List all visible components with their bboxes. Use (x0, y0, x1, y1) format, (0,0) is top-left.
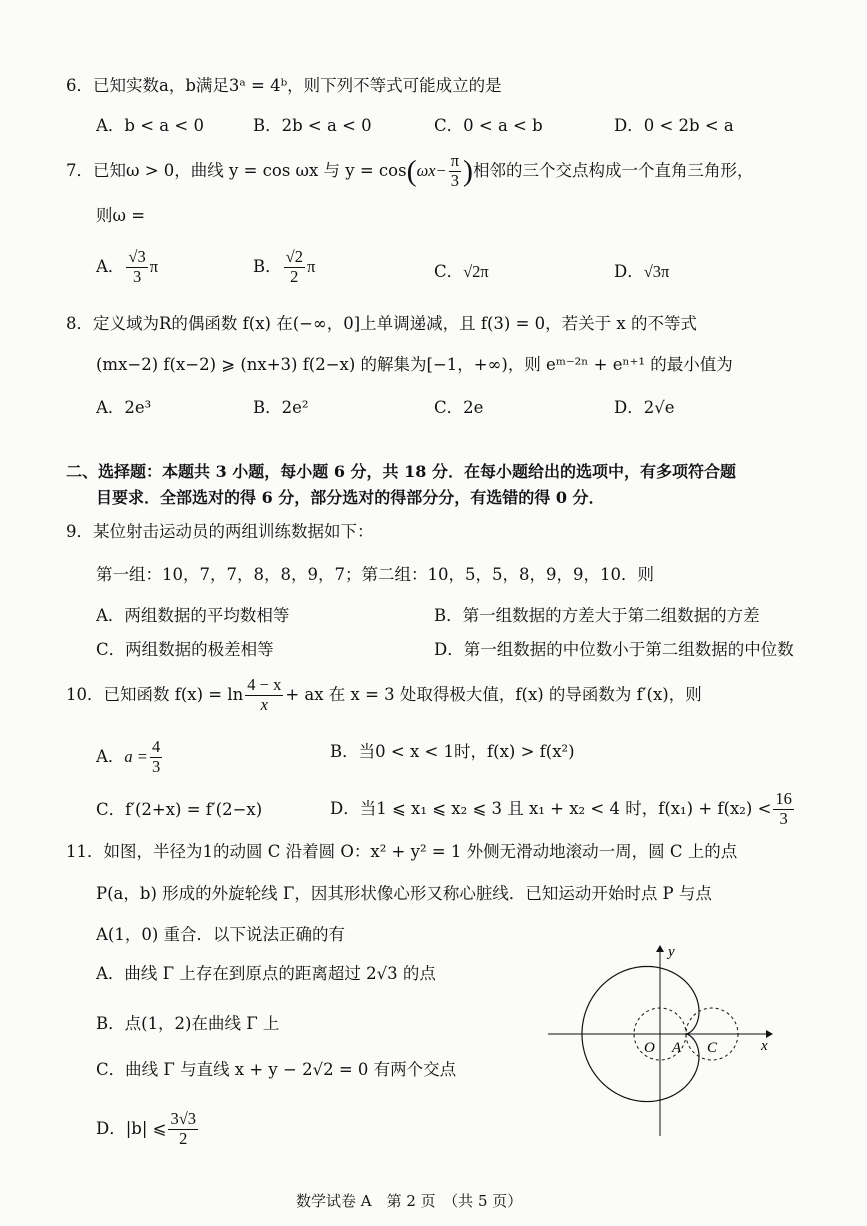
q7-option-b-frac (284, 248, 305, 287)
q11-option-d-den: 2 (179, 1128, 188, 1148)
q7-option-a (96, 248, 158, 287)
q7-option-d-label: D． (614, 262, 644, 281)
q10-option-d-text: D．当1 ⩽ x₁ ⩽ x₂ ⩽ 3 且 x₁ + x₂ < 4 时，f(x₁) + f(x₂) < (330, 798, 772, 818)
q11-number: 11． (66, 842, 104, 861)
q11-line-2: P(a，b) 形成的外旋轮线 Γ，因其形状像心形又称心脏线．已知运动开始时点 P 与点 (96, 884, 712, 903)
q7-frac-num: π (450, 151, 460, 170)
q6-option-a: A．b < a < 0 (96, 116, 204, 135)
q7-omega-x: ωx− (416, 160, 447, 180)
q10-option-b: B．当0 < x < 1时，f(x) > f(x²) (330, 742, 575, 761)
q11-option-d-frac (168, 1110, 198, 1149)
q10-stem-b: + ax 在 x = 3 处取得极大值，f(x) 的导函数为 f′(x)，则 (285, 684, 702, 704)
section-2-heading: 二、选择题：本题共 3 小题，每小题 6 分，共 18 分．在每小题给出的选项中，有多项符合题 (66, 462, 736, 481)
q8-option-a: A．2e³ (96, 398, 152, 417)
q6-option-b: B．2b < a < 0 (253, 116, 372, 135)
q9-data: 第一组：10，7，7，8，8，9，7；第二组：10，5，5，8，9，9，10．则 (96, 565, 654, 584)
q8-option-d: D．2√e (614, 398, 675, 417)
q7-option-a-num: √3 (128, 247, 146, 266)
q7-option-a-den: 3 (132, 266, 142, 286)
page-footer: 数学试卷 A 第 2 页 （共 5 页） (296, 1192, 523, 1210)
q9-option-a: A．两组数据的平均数相等 (96, 606, 290, 625)
q7-stem-c: 则ω = (96, 206, 146, 225)
q10-option-d-num: 16 (775, 789, 792, 808)
q11-line-3: A(1，0) 重合．以下说法正确的有 (96, 925, 346, 944)
q7-stem-a: 已知ω > 0，曲线 y = cos ωx 与 y = cos (93, 160, 407, 180)
q10-stem (66, 676, 702, 715)
q10-option-d-den: 3 (779, 808, 788, 828)
q7-number: 7． (66, 160, 93, 180)
q9-stem (66, 522, 374, 542)
q10-frac-num: 4 − x (247, 675, 282, 694)
q7-option-b-label: B． (253, 256, 282, 276)
q9-stem-text: 某位射击运动员的两组训练数据如下： (93, 522, 374, 541)
q10-option-d-frac (773, 790, 794, 829)
q7-option-b-num: √2 (285, 247, 303, 266)
q6-stem (66, 76, 502, 96)
q8-line-2: (mx−2) f(x−2) ⩾ (nx+3) f(2−x) 的解集为[−1，+∞)，则 eᵐ⁻²ⁿ + eⁿ⁺¹ 的最小值为 (96, 355, 733, 374)
q7-option-c (434, 262, 489, 282)
q10-frac (245, 676, 283, 715)
q11-option-d-lhs: D．|b| ⩽ (96, 1118, 167, 1138)
q7-frac-den: 3 (450, 170, 459, 190)
q10-number: 10． (66, 684, 104, 704)
q9-number: 9． (66, 522, 93, 541)
section-2-instructions: 目要求．全部选对的得 6 分，部分选对的得部分分，有选错的得 0 分． (96, 488, 605, 507)
q9-option-c: C．两组数据的极差相等 (96, 640, 274, 659)
q6-option-c: C．0 < a < b (434, 116, 543, 135)
x-axis-label: x (761, 1038, 768, 1054)
q10-option-a-label: A． (96, 746, 125, 766)
q10-option-a-frac (150, 738, 162, 777)
q11-line-1 (66, 842, 737, 862)
q7-option-d (614, 262, 669, 282)
q7-option-b-den: 2 (290, 266, 299, 286)
origin-label: O (644, 1040, 655, 1056)
q7-pi-over-3 (449, 152, 461, 191)
q7-paren-open: ( (406, 154, 417, 188)
q8-line-1-text: 定义域为R的偶函数 f(x) 在(−∞，0]上单调递减，且 f(3) = 0，若关于 x 的不等式 (93, 314, 697, 333)
q7-option-b (253, 248, 315, 287)
q8-line-1 (66, 314, 697, 334)
q7-option-a-frac (126, 248, 147, 287)
q9-option-b: B．第一组数据的方差大于第二组数据的方差 (434, 606, 760, 625)
q7-option-d-value: √3π (643, 262, 670, 281)
q11-option-c: C．曲线 Γ 与直线 x + y − 2√2 = 0 有两个交点 (96, 1060, 457, 1079)
q7-option-c-value: √2π (463, 262, 489, 281)
q11-line-1-text: 如图，半径为1的动圆 C 沿着圆 O：x² + y² = 1 外侧无滑动地滚动一周，圆 C 上的点 (103, 842, 738, 861)
q6-number: 6． (66, 76, 93, 95)
q10-option-c: C．f′(2+x) = f′(2−x) (96, 800, 263, 819)
q10-option-a (96, 738, 164, 777)
q11-option-b: B．点(1，2)在曲线 Γ 上 (96, 1014, 280, 1033)
q8-number: 8． (66, 314, 93, 333)
point-c-label: C (707, 1040, 718, 1056)
q10-frac-den: x (260, 694, 268, 714)
q6-stem-text: 已知实数a，b满足3ᵃ = 4ᵇ，则下列不等式可能成立的是 (93, 76, 502, 95)
q7-option-a-pi: π (149, 256, 159, 276)
q11-option-d (96, 1110, 200, 1149)
q8-option-c: C．2e (434, 398, 484, 417)
q7-stem (66, 152, 754, 191)
q6-option-d: D．0 < 2b < a (614, 116, 734, 135)
q10-option-d (330, 790, 796, 829)
q10-option-a-lhs: a = (124, 746, 148, 766)
q11-option-a: A．曲线 Γ 上存在到原点的距离超过 2√3 的点 (96, 964, 436, 983)
y-axis-label: y (668, 944, 675, 960)
q7-option-a-label: A． (96, 256, 125, 276)
q7-stem-b: 相邻的三个交点构成一个直角三角形， (473, 160, 754, 180)
q11-option-d-num: 3√3 (170, 1109, 197, 1128)
q7-paren-close: ) (463, 154, 474, 188)
point-a-label: A (672, 1040, 682, 1056)
q8-option-b: B．2e² (253, 398, 309, 417)
q7-option-c-label: C． (434, 262, 464, 281)
q10-option-a-num: 4 (151, 737, 161, 756)
q7-option-b-pi: π (306, 256, 316, 276)
q9-option-d: D．第一组数据的中位数小于第二组数据的中位数 (434, 640, 794, 659)
q10-option-a-den: 3 (151, 756, 161, 776)
cardioid-figure (545, 940, 785, 1140)
q10-stem-a: 已知函数 f(x) = ln (103, 684, 244, 704)
